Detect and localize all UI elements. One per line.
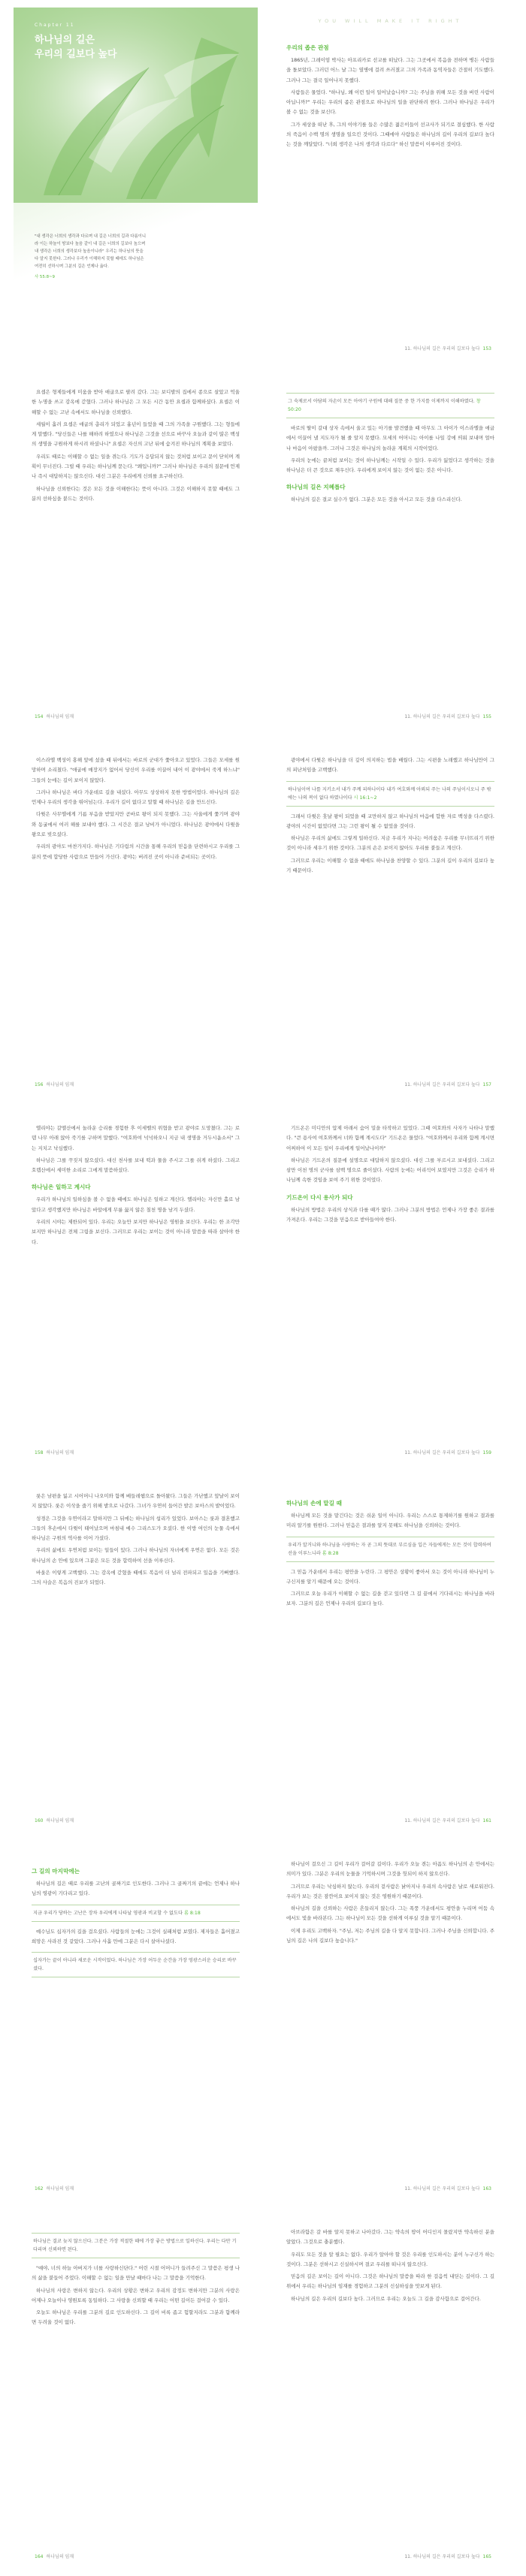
page-body xyxy=(286,756,494,878)
page-right xyxy=(268,8,512,360)
paragraph: 하나님은 우리의 삶에도 그렇게 일하신다. 지금 우리가 지나는 어려움은 우리를 무너뜨리기 위한 것이 아니라 세우기 위한 것이다. 그분의 손은 보이지 않아도 우리를 붙들고 계신다. xyxy=(286,835,494,852)
spread xyxy=(0,1472,526,1840)
paragraph: 다윗은 사무엘에게 기름 부음을 받았지만 곧바로 왕이 되지 못했다. 그는 사울에게 쫓기며 광야와 동굴에서 여러 해를 보내야 했다. 그 시간은 결코 낭비가 아니었다. 하나님은 광야에서 다윗을 왕으로 빚으셨다. xyxy=(32,811,240,838)
paragraph: 하나님의 길은 결코 실수가 없다. 그분은 모든 것을 아시고 모든 것을 다스리신다. xyxy=(291,496,462,503)
quote-reference: 롬 8:18 xyxy=(183,1910,201,1916)
paragraph: 그래서 다윗은 훗날 왕이 되었을 때 교만하지 않고 하나님의 마음에 합한 자로 백성을 다스렸다. 광야의 시간이 없었다면 그는 그런 왕이 될 수 없었을 것이다. xyxy=(286,813,494,829)
subheading: 우리의 좁은 관점 xyxy=(286,44,329,51)
quote-reference: 창 50:20 xyxy=(288,399,481,412)
chapter-opener-page xyxy=(14,8,258,360)
scripture-quote xyxy=(286,393,494,418)
paragraph: 하나님의 길은 때로 우리를 고난의 골짜기로 인도한다. 그러나 그 골짜기의 끝에는 언제나 하나님의 영광이 기다리고 있다. xyxy=(32,1881,240,1897)
paragraph: "얘야, 너의 하늘 아버지가 너를 사랑하신단다." 어린 시절 어머니가 들려주신 그 말씀은 평생 나의 삶을 붙들어 주었다. 이해할 수 없는 일을 만날 때마다 나는 그 말씀을 기억한다. xyxy=(32,2265,240,2282)
page-right xyxy=(268,1480,512,1832)
chapter-label: Chapter 11 xyxy=(35,23,75,28)
quote-text: 우리가 알거니와 하나님을 사랑하는 자 곧 그의 뜻대로 부르심을 입은 자들에게는 모든 것이 합력하여 선을 이루느니라 xyxy=(288,1542,491,1556)
subheading: 하나님의 손에 맡길 때 xyxy=(286,1500,342,1507)
paragraph: 그 믿음 가운데서 우리는 평안을 누린다. 그 평안은 상황이 좋아서 오는 것이 아니라 하나님이 누구신지를 알기 때문에 오는 것이다. xyxy=(286,1568,494,1585)
paragraph: 요셉은 형제들에게 미움을 받아 애굽으로 팔려 갔다. 그는 보디발의 집에서 종으로 살았고 억울한 누명을 쓰고 감옥에 갇혔다. 그러나 하나님은 그 모든 시간 동안 요셉과 함께하셨다. 요셉은 이해할 수 없는 고난 속에서도 하나님을 신뢰했다. xyxy=(32,389,240,415)
page-number: 161 xyxy=(482,1818,491,1823)
quote-text: 하나님이여 나를 지키소서 내가 주께 피하나이다 내가 여호와께 아뢰되 주는 나의 주님이시오니 주 밖에는 나의 복이 없다 하였나이다 xyxy=(288,786,491,801)
paragraph: 세월이 흘러 요셉은 애굽의 총리가 되었고 흉년이 들었을 때 그의 가족을 구원했다. 그는 형들에게 말했다. "당신들은 나를 해하려 하였으나 하나님은 그것을 선으로 바꾸사 오늘과 같이 많은 백성의 생명을 구원하게 하시려 하셨나니" 요셉은 자신의 고난 뒤에 숨겨진 하나님의 계획을 보았다. xyxy=(32,421,240,448)
paragraph: 하나님은 기드온의 질문에 설명으로 대답하지 않으셨다. 대신 그를 부르시고 보내셨다. 그리고 삼만 이천 명의 군사를 삼백 명으로 줄이셨다. 사람의 눈에는 어리석어 보였지만 그것은 승리가 하나님께 속한 것임을 보여 주기 위한 것이었다. xyxy=(286,1157,494,1184)
page-number: 164 xyxy=(35,2554,44,2559)
paragraph: 이스라엘 백성이 홍해 앞에 섰을 때 뒤에서는 바로의 군대가 쫓아오고 있었다. 그들은 모세를 원망하며 소리쳤다. "애굽에 매장지가 없어서 당신이 우리를 이끌어 내어 이 광야에서 죽게 하느냐" 그들의 눈에는 길이 보이지 않았다. xyxy=(32,757,240,783)
paragraph: 바로의 딸이 갈대 상자 속에서 울고 있는 아기를 발견했을 때 아무도 그 아이가 이스라엘을 애굽에서 이끌어 낼 지도자가 될 줄 알지 못했다. 모세의 어머니는 아이를 나일 강에 띄워 보내며 얼마나 마음이 아팠을까. 그러나 그것은 하나님의 놀라운 계획의 시작이었다. xyxy=(286,425,494,451)
paragraph: 우리의 눈에는 끝처럼 보이는 것이 하나님께는 시작일 수 있다. 우리가 잃었다고 생각하는 것을 하나님은 더 큰 것으로 채우신다. 우리에게 보이지 않는 것이 없는 것은 아니다. xyxy=(286,457,494,474)
quote-text: 십자가는 끝이 아니라 새로운 시작이었다. 하나님은 가장 어두운 순간을 가장 영광스러운 승리로 바꾸셨다. xyxy=(33,1958,237,1972)
page-footer xyxy=(404,1817,494,1823)
footer-book: 하나님의 임재 xyxy=(46,1082,74,1087)
page-number: 156 xyxy=(35,1082,44,1087)
page-left xyxy=(14,2216,258,2568)
paragraph: 아브라함은 갈 바를 알지 못하고 나아갔다. 그는 약속의 땅이 어디인지 몰랐지만 약속하신 분을 알았다. 그것으로 충분했다. xyxy=(286,2229,494,2246)
page-number: 165 xyxy=(482,2554,491,2559)
page-body xyxy=(32,388,240,506)
quote-text: 지금 우리가 당하는 고난은 장차 우리에게 나타날 영광과 비교할 수 없도다 xyxy=(33,1910,183,1916)
footer-chapter: 11. 하나님의 길은 우리의 길보다 높다 xyxy=(404,1082,480,1087)
footer-chapter: 11. 하나님의 길은 우리의 길보다 높다 xyxy=(404,714,480,719)
page-body xyxy=(286,1124,494,1227)
footer-chapter: 11. 하나님의 길은 우리의 길보다 높다 xyxy=(404,1450,480,1455)
paragraph: 우리도 모든 것을 알 필요는 없다. 우리가 알아야 할 것은 우리를 인도하시는 분이 누구신가 하는 것이다. 그분은 선하시고 신실하시며 결코 우리를 떠나지 않으신다. xyxy=(286,2251,494,2267)
page-footer xyxy=(404,2185,494,2191)
paragraph: 그러므로 우리는 이해할 수 없을 때에도 하나님을 찬양할 수 있다. 그분의 길이 우리의 길보다 높기 때문이다. xyxy=(286,857,494,874)
paragraph: 예수님도 십자가의 길을 걸으셨다. 사람들의 눈에는 그것이 실패처럼 보였다. 제자들은 흩어졌고 희망은 사라진 것 같았다. 그러나 사흘 만에 그분은 다시 살아나셨다. xyxy=(32,1928,240,1944)
scripture-quote xyxy=(32,1905,240,1922)
paragraph: 바울은 이렇게 고백했다. 그는 감옥에 갇혔을 때에도 복음이 더 널리 전파되고 있음을 기뻐했다. 그의 사슬은 복음의 진보가 되었다. xyxy=(32,1570,240,1586)
paragraph: 우리도 때로는 이해할 수 없는 일을 겪는다. 기도가 응답되지 않는 것처럼 보이고 문이 닫히며 계획이 무너진다. 그럴 때 우리는 하나님께 묻는다. "왜입니까?" 그러나 하나님은 우리의 질문에 언제나 즉시 대답하지는 않으신다. 대신 그분은 우리에게 신뢰를 요구하신다. xyxy=(32,453,240,480)
chapter-intro-ref: 사 55:8~9 xyxy=(35,275,55,279)
spread xyxy=(0,1840,526,2208)
quote-text: 하나님은 결코 늦지 않으신다. 그분은 가장 적절한 때에 가장 좋은 방법으로 일하신다. 우리는 다만 기다리며 신뢰하면 된다. xyxy=(33,2239,237,2252)
page-right xyxy=(268,1848,512,2200)
paragraph: 믿음의 길은 보이는 길이 아니다. 그것은 하나님의 말씀을 따라 한 걸음씩 내딛는 길이다. 그 길 위에서 우리는 하나님의 임재를 경험하고 그분의 신실하심을 맛보게 된다. xyxy=(286,2273,494,2290)
spread xyxy=(0,0,526,368)
page-footer xyxy=(32,1817,74,1823)
page-body xyxy=(286,1860,494,1948)
paragraph: 하나님의 사랑은 변하지 않는다. 우리의 상황은 변하고 우리의 감정도 변하지만 그분의 사랑은 어제나 오늘이나 영원토록 동일하다. 그 사랑을 신뢰할 때 우리는 어떤 길이든 걸어갈 수 있다. xyxy=(32,2287,240,2303)
page-body xyxy=(32,756,240,864)
page-body xyxy=(286,2228,494,2306)
scripture-quote xyxy=(32,1952,240,1977)
chapter-title-line1: 하나님의 길은 xyxy=(35,35,95,46)
page-footer xyxy=(404,1081,494,1087)
page-footer xyxy=(404,345,494,351)
page-number: 162 xyxy=(35,2186,44,2191)
page-footer xyxy=(32,1449,74,1455)
page-number: 153 xyxy=(482,346,491,351)
paragraph: 우리의 삶에도 우연처럼 보이는 일들이 있다. 그러나 하나님의 자녀에게 우연은 없다. 모든 것은 하나님의 손 안에 있으며 그분은 모든 것을 합력하여 선을 이루신다. xyxy=(32,1547,240,1564)
spread xyxy=(0,2208,526,2576)
paragraph: 사람들은 물었다. "하나님, 왜 이런 일이 일어났습니까? 그는 주님을 위해 모든 것을 버린 사람이 아닙니까?" 우리는 우리의 좁은 관점으로 하나님의 일을 판단하려 한다. 그러나 하나님은 우리가 볼 수 없는 것을 보신다. xyxy=(286,89,494,116)
quote-reference: 시 16:1~2 xyxy=(353,795,377,801)
paragraph: 성경은 그것을 우연이라고 말하지만 그 뒤에는 하나님의 섭리가 있었다. 보아스는 룻과 결혼했고 그들의 후손에서 다윗이 태어났으며 마침내 예수 그리스도가 오셨다. 한 이방 여인의 눈물 속에서 하나님은 구원의 역사를 이어 가셨다. xyxy=(32,1515,240,1542)
footer-book: 하나님의 임재 xyxy=(46,714,74,719)
paragraph: 하나님께 모든 것을 맡긴다는 것은 쉬운 일이 아니다. 우리는 스스로 통제하기를 원하고 결과를 미리 알기를 원한다. 그러나 믿음은 결과를 알지 못해도 하나님을 신뢰하는 것이다. xyxy=(286,1513,494,1529)
page-footer xyxy=(32,2553,74,2559)
paragraph: 하나님은 그를 꾸짖지 않으셨다. 대신 천사를 보내 떡과 물을 주시고 그를 쉬게 하셨다. 그리고 호렙산에서 세미한 소리로 그에게 말씀하셨다. xyxy=(32,1157,240,1174)
page-left xyxy=(14,1112,258,1464)
paragraph: 엘리야는 갈멜산에서 놀라운 승리를 경험한 후 이세벨의 위협을 받고 광야로 도망쳤다. 그는 로뎀 나무 아래 앉아 죽기를 구하며 말했다. "여호와여 넉넉하오니 지금 내 생명을 거두시옵소서" 그는 지치고 낙심했다. xyxy=(32,1125,240,1151)
page-body xyxy=(286,388,494,508)
subheading: 그 길의 마지막에는 xyxy=(32,1868,80,1875)
scripture-quote xyxy=(286,781,494,807)
page-left xyxy=(14,376,258,728)
footer-chapter: 11. 하나님의 길은 우리의 길보다 높다 xyxy=(404,2186,480,2191)
page-body xyxy=(32,2228,240,2330)
page-body xyxy=(32,1124,240,1250)
footer-chapter: 11. 하나님의 길은 우리의 길보다 높다 xyxy=(404,2554,480,2559)
page-footer xyxy=(404,1449,494,1455)
paragraph: 그러므로 우리는 낙심하지 않는다. 우리의 겉사람은 낡아지나 우리의 속사람은 날로 새로워진다. 우리가 보는 것은 잠깐이요 보이지 않는 것은 영원하기 때문이다. xyxy=(286,1883,494,1899)
paragraph: 1865년, 그레이엄 박사는 아프리카로 선교를 떠났다. 그는 그곳에서 복음을 전하며 병든 사람들을 돌보았다. 그러던 어느 날 그는 열병에 걸려 쓰러졌고 그의 가족과 동역자들은 간절히 기도했다. 그러나 그는 결국 일어나지 못했다. xyxy=(286,57,494,83)
page-number: 163 xyxy=(482,2186,491,2191)
page-right xyxy=(268,376,512,728)
footer-book: 하나님의 임재 xyxy=(46,2554,74,2559)
scripture-quote xyxy=(32,2233,240,2258)
page-number: 154 xyxy=(35,714,44,719)
footer-book: 하나님의 임재 xyxy=(46,1450,74,1455)
page-footer xyxy=(32,713,74,719)
quote-reference: 롬 8:28 xyxy=(322,1550,339,1556)
paragraph: 기드온은 미디안의 압제 아래서 숨어 밀을 타작하고 있었다. 그때 여호와의 사자가 나타나 말했다. "큰 용사여 여호와께서 너와 함께 계시도다" 기드온은 물었다. "여호와께서 우리와 함께 계시면 어찌하여 이 모든 일이 우리에게 일어났나이까" xyxy=(286,1125,494,1151)
paragraph: 그러나 하나님은 바다 가운데로 길을 내셨다. 아무도 상상하지 못한 방법이었다. 하나님의 길은 언제나 우리의 생각을 뛰어넘는다. 우리가 길이 없다고 말할 때 하나님은 길을 만드신다. xyxy=(32,789,240,806)
spread xyxy=(0,368,526,736)
page-number: 160 xyxy=(35,1818,44,1823)
paragraph: 우리의 시야는 제한되어 있다. 우리는 오늘만 보지만 하나님은 영원을 보신다. 우리는 한 조각만 보지만 하나님은 전체 그림을 보신다. 그러므로 우리는 보이는 것이 아니라 말씀을 따라 살아야 한다. xyxy=(32,1219,240,1245)
paragraph: 광야에서 다윗은 하나님을 더 깊이 의지하는 법을 배웠다. 그는 시편을 노래했고 하나님만이 그의 피난처임을 고백했다. xyxy=(286,757,494,774)
running-head: YOU WILL MAKE IT RIGHT xyxy=(318,18,463,24)
page-body xyxy=(286,36,494,152)
scripture-quote xyxy=(286,1537,494,1562)
paragraph: 그가 세상을 떠난 후, 그의 이야기를 들은 수많은 젊은이들이 선교사가 되기로 결심했다. 한 사람의 죽음이 수백 명의 생명을 일으킨 것이다. 그때에야 사람들은 하나님의 길이 우리의 길보다 높다는 것을 깨달았다. "너희 생각은 나의 생각과 다르다" 하신 말씀이 이루어진 것이다. xyxy=(286,121,494,148)
paragraph: 우리가 하나님의 일하심을 볼 수 없을 때에도 하나님은 일하고 계신다. 엘리야는 자신만 홀로 남았다고 생각했지만 하나님은 바알에게 무릎 꿇지 않은 칠천 명을 남겨 두셨다. xyxy=(32,1196,240,1213)
spread xyxy=(0,1104,526,1472)
page-number: 159 xyxy=(482,1450,491,1455)
paragraph: 하나님의 길을 신뢰하는 사람은 흔들리지 않는다. 그는 폭풍 가운데서도 평안을 누리며 어둠 속에서도 빛을 바라본다. 그는 하나님이 모든 것을 선하게 이루실 것을 알기 때문이다. xyxy=(286,1905,494,1922)
footer-chapter: 11. 하나님의 길은 우리의 길보다 높다 xyxy=(404,1818,480,1823)
spread xyxy=(0,736,526,1104)
paragraph: 룻은 남편을 잃고 시어머니 나오미와 함께 베들레헴으로 돌아왔다. 그들은 가난했고 앞날이 보이지 않았다. 룻은 이삭을 줍기 위해 밭으로 나갔다. 그녀가 우연히 들어간 밭은 보아스의 밭이었다. xyxy=(32,1493,240,1510)
chapter-title-line2: 우리의 길보다 높다 xyxy=(35,49,117,60)
page-number: 158 xyxy=(35,1450,44,1455)
page-body xyxy=(32,1860,240,1983)
paragraph: 오늘도 하나님은 우리를 그분의 길로 인도하신다. 그 길이 비록 좁고 험할지라도 그분과 함께라면 두려울 것이 없다. xyxy=(32,2309,240,2326)
page-footer xyxy=(404,713,494,719)
paragraph: 이제 우리도 고백하자. "주님, 저는 주님의 길을 다 알지 못합니다. 그러나 주님을 신뢰합니다. 주님의 길은 나의 길보다 높습니다." xyxy=(286,1927,494,1944)
page-right xyxy=(268,744,512,1096)
paragraph: 그러므로 오늘 우리가 이해할 수 없는 길을 걷고 있다면 그 길 끝에서 기다리시는 하나님을 바라보자. 그분의 길은 언제나 우리의 길보다 높다. xyxy=(286,1591,494,1607)
page-left xyxy=(14,744,258,1096)
paragraph: 하나님이 걸으신 그 길이 우리가 걸어갈 길이다. 우리가 오늘 겪는 아픔도 하나님의 손 안에서는 의미가 있다. 그분은 우리의 눈물을 기억하시며 그것을 헛되이 하지 않으신다. xyxy=(286,1861,494,1878)
page-number: 157 xyxy=(482,1082,491,1087)
subheading: 기드온이 다시 용사가 되다 xyxy=(286,1193,353,1201)
page-left xyxy=(14,1480,258,1832)
page-footer xyxy=(32,1081,74,1087)
subheading: 하나님의 길은 지혜롭다 xyxy=(286,484,346,491)
paragraph: 하나님의 길은 우리의 길보다 높다. 그러므로 우리는 오늘도 그 길을 감사함으로 걸어간다. xyxy=(291,2295,481,2302)
page-footer xyxy=(32,2185,74,2191)
subheading: 하나님은 일하고 계시다 xyxy=(32,1184,91,1191)
paragraph: 하나님의 방법은 우리의 상식과 다를 때가 많다. 그러나 그분의 방법은 언제나 가장 좋은 결과를 가져온다. 우리는 그것을 믿음으로 받아들여야 한다. xyxy=(286,1206,494,1223)
chapter-intro xyxy=(35,233,147,281)
chapter-intro-text: "내 생각은 너희의 생각과 다르며 내 길은 너희의 길과 다름이니라 이는 하늘이 땅보다 높음 같이 내 길은 너희의 길보다 높으며 내 생각은 너희의 생각보다 높음이니라" 우리는 하나님의 뜻을 다 알지 못한다. 그러나 우리가 이해하지 못할 때에도 하나님은 여전히 선하시며 그분의 길은 언제나 옳다. xyxy=(35,234,147,269)
page-body xyxy=(32,1492,240,1591)
page-number: 155 xyxy=(482,714,491,719)
page-right xyxy=(268,1112,512,1464)
footer-book: 하나님의 임재 xyxy=(46,1818,74,1823)
page-left xyxy=(14,1848,258,2200)
footer-book: 하나님의 임재 xyxy=(46,2186,74,2191)
paragraph: 우리의 광야도 마찬가지다. 하나님은 기다림의 시간을 통해 우리의 믿음을 단련하시고 우리를 그분의 뜻에 합당한 사람으로 만들어 가신다. 광야는 버려진 곳이 아니라 준비되는 곳이다. xyxy=(32,843,240,860)
page-right xyxy=(268,2216,512,2568)
footer-chapter: 11. 하나님의 길은 우리의 길보다 높다 xyxy=(404,346,480,351)
page-body xyxy=(286,1492,494,1612)
quote-text: 그 숙제로서 아담의 자손이 모든 아야기 구원에 대해 질문 중 한 가지를 이제까지 이해하였다. xyxy=(288,399,475,404)
paragraph: 하나님을 신뢰한다는 것은 모든 것을 이해한다는 뜻이 아니다. 그것은 이해하지 못할 때에도 그분의 선하심을 붙드는 것이다. xyxy=(32,485,240,502)
page-footer xyxy=(404,2553,494,2559)
